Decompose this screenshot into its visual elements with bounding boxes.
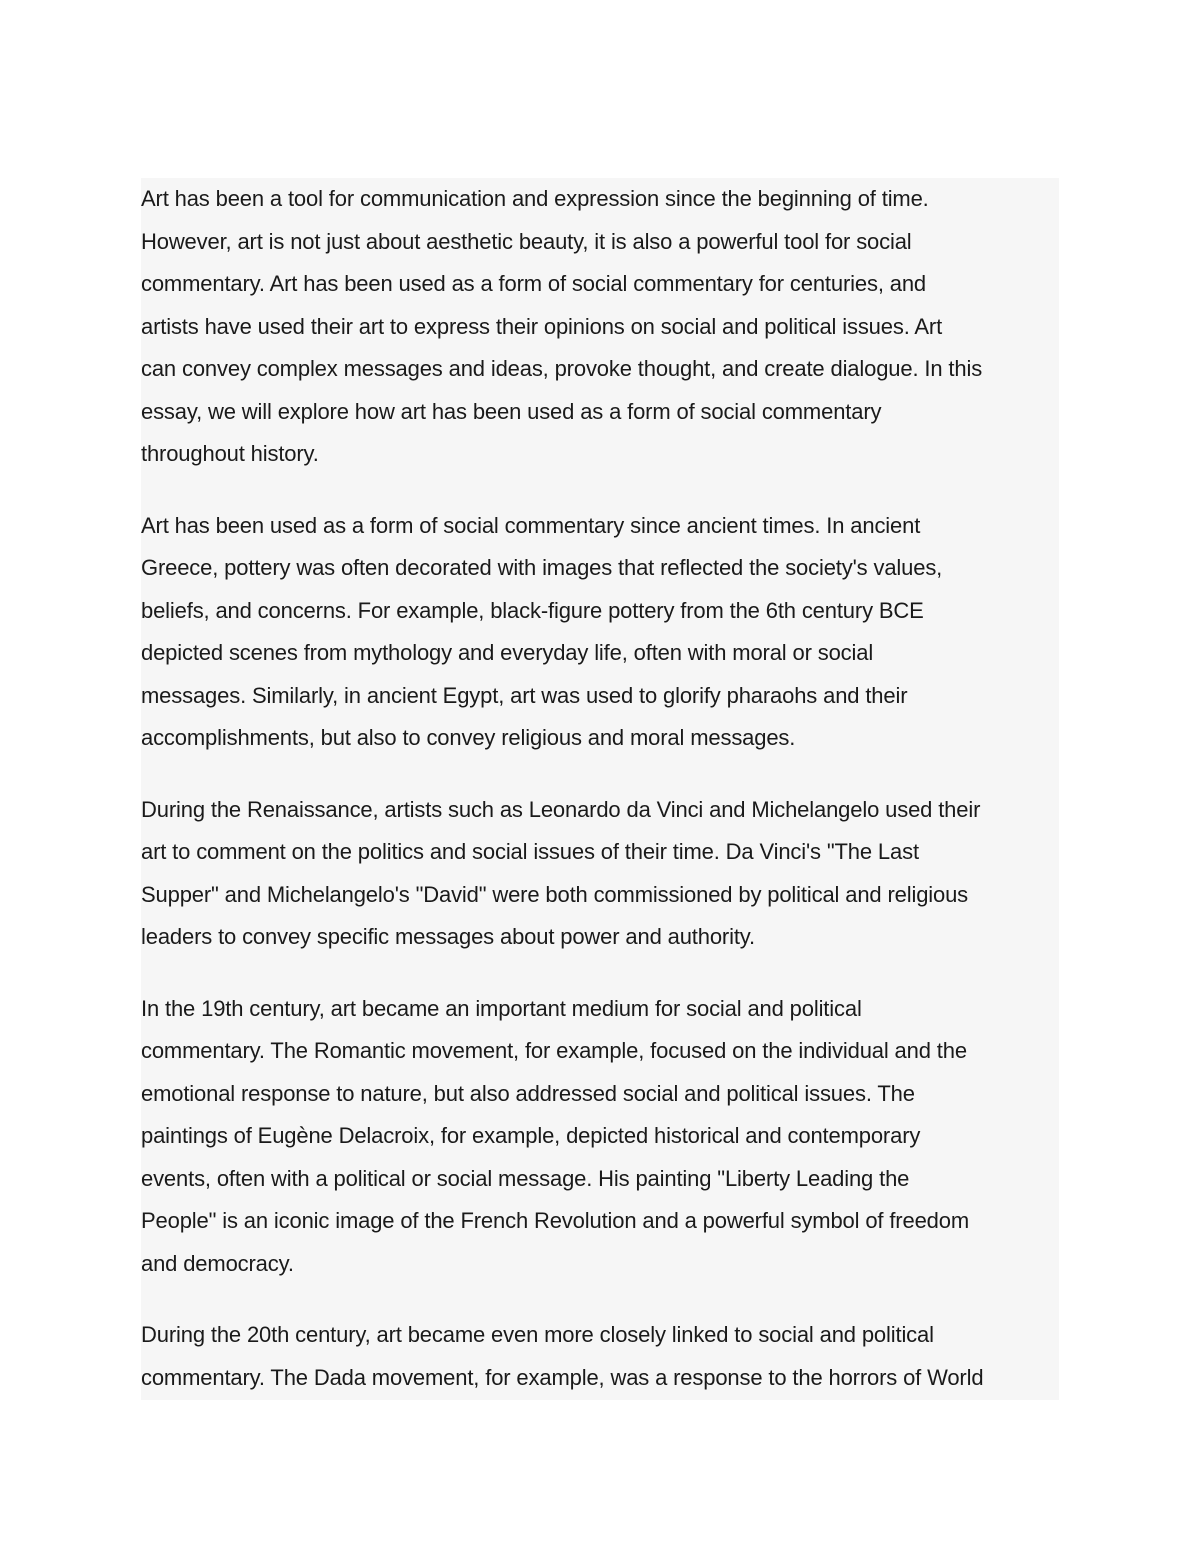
essay-text-block [141,178,1059,1400]
text-line: essay, we will explore how art has been used as a form of social commentary [141,398,882,424]
text-line: In the 19th century, art became an important medium for social and political [141,995,862,1021]
paragraph-spacer [141,476,1059,505]
paragraph-renaissance [141,789,1059,959]
text-line: Art has been used as a form of social commentary since ancient times. In ancient [141,512,921,538]
text-line: commentary. Art has been used as a form of social commentary for centuries, and [141,271,926,296]
text-line: commentary. The Romantic movement, for example, focused on the individual and the [141,1038,967,1063]
text-line: Supper" and Michelangelo's "David" were both commissioned by political and religious [141,881,969,907]
text-line: messages. Similarly, in ancient Egypt, art was used to glorify pharaohs and their [141,682,908,708]
paragraph-ancient-times [141,505,1059,760]
text-line: leaders to convey specific messages about power and authority. [141,924,755,949]
paragraph-introduction [141,178,1059,476]
text-line: beliefs, and concerns. For example, black-figure pottery from the 6th century BCE [141,597,924,623]
text-line: commentary. The Dada movement, for example, was a response to the horrors of World [141,1364,984,1390]
text-line: Art has been a tool for communication and expression since the beginning of time. [141,186,929,211]
text-line: depicted scenes from mythology and everyday life, often with moral or social [141,640,874,665]
text-line: art to comment on the politics and social issues of their time. Da Vinci's "The Last [141,839,919,864]
text-line: throughout history. [141,441,319,466]
text-line: Greece, pottery was often decorated with images that reflected the society's values, [141,555,943,580]
text-line: However, art is not just about aesthetic beauty, it is also a powerful tool for social [141,228,912,254]
text-line: events, often with a political or social message. His painting "Liberty Leading the [141,1165,910,1191]
text-line: artists have used their art to express their opinions on social and political issues. Art [141,313,943,339]
paragraph-spacer [141,959,1059,988]
paragraph-spacer [141,760,1059,789]
paragraph-spacer [141,1285,1059,1314]
paragraph-20th-century [141,1314,1059,1399]
text-line: emotional response to nature, but also addressed social and political issues. The [141,1080,915,1106]
text-line: and democracy. [141,1250,294,1276]
text-line: During the Renaissance, artists such as Leonardo da Vinci and Michelangelo used their [141,796,981,822]
paragraph-19th-century [141,988,1059,1286]
text-line: accomplishments, but also to convey religious and moral messages. [141,725,796,750]
text-line: paintings of Eugène Delacroix, for example, depicted historical and contemporary [141,1123,921,1148]
text-line: can convey complex messages and ideas, provoke thought, and create dialogue. In this [141,356,983,381]
text-line: People" is an iconic image of the French Revolution and a powerful symbol of freedom [141,1208,969,1233]
text-line: During the 20th century, art became even more closely linked to social and political [141,1322,934,1347]
